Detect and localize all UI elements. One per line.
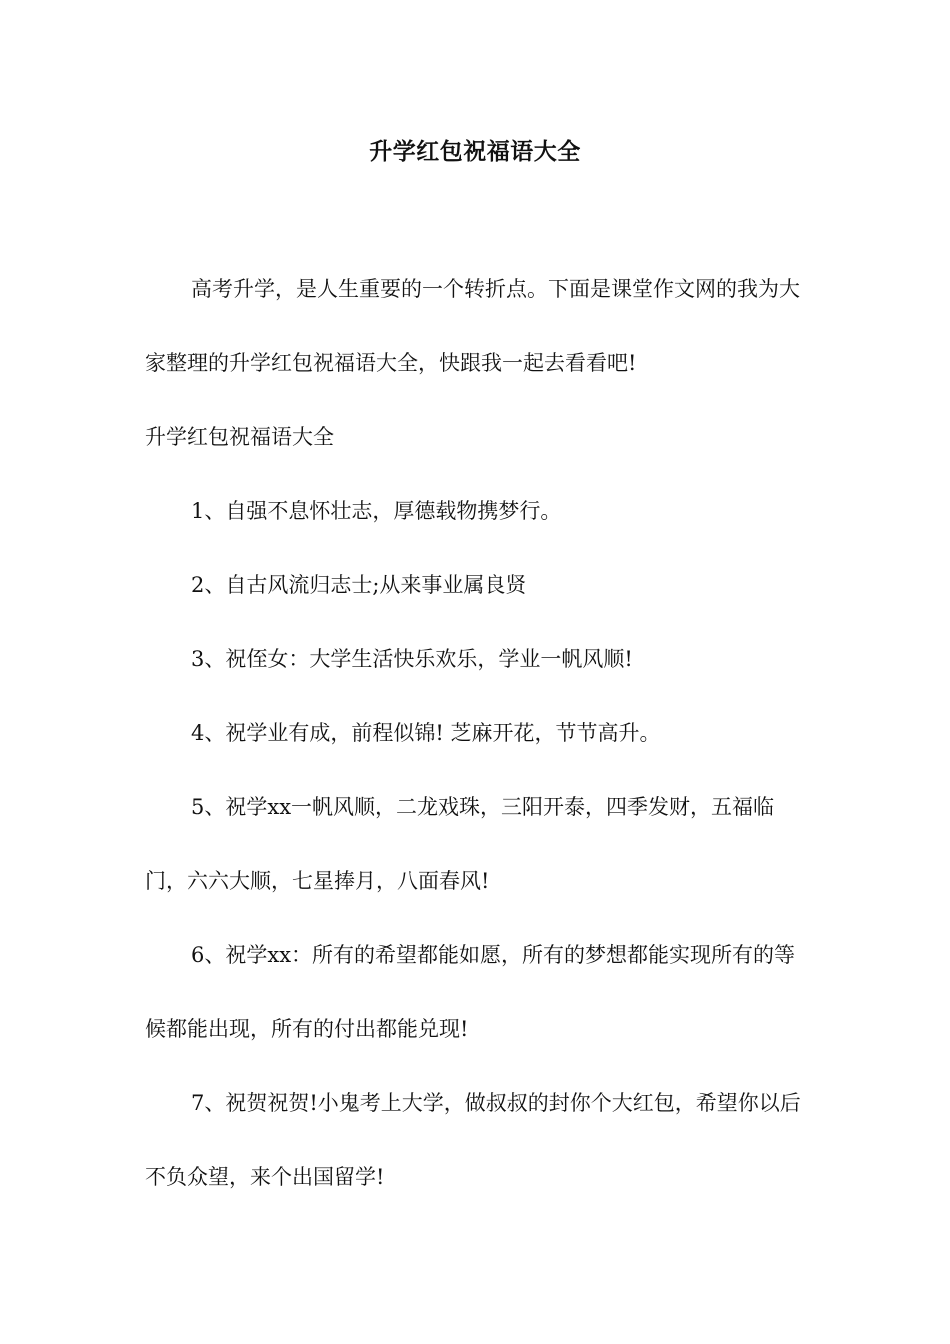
section-heading: 升学红包祝福语大全 bbox=[145, 425, 334, 449]
list-item: 4、祝学业有成，前程似锦! 芝麻开花，节节高升。 bbox=[191, 721, 661, 745]
list-item: 7、祝贺祝贺!小鬼考上大学，做叔叔的封你个大红包，希望你以后不负众望，来个出国留学! bbox=[145, 1091, 801, 1189]
list-item: 5、祝学xx一帆风顺，二龙戏珠，三阳开泰，四季发财，五福临门，六六大顺，七星捧月，八面春风! bbox=[145, 795, 775, 893]
intro-paragraph: 高考升学，是人生重要的一个转折点。下面是课堂作文网的我为大家整理的升学红包祝福语大全，快跟我一起去看看吧! bbox=[145, 277, 800, 375]
list-item: 1、自强不息怀壮志，厚德载物携梦行。 bbox=[191, 499, 562, 523]
document-body bbox=[145, 252, 809, 1214]
list-item: 2、自古风流归志士;从来事业属良贤 bbox=[191, 573, 527, 597]
list-item: 3、祝侄女：大学生活快乐欢乐，学业一帆风顺! bbox=[191, 647, 633, 671]
document-title: 升学红包祝福语大全 bbox=[369, 138, 581, 165]
list-item: 6、祝学xx：所有的希望都能如愿，所有的梦想都能实现所有的等候都能出现，所有的付出都能兑现! bbox=[145, 943, 796, 1041]
